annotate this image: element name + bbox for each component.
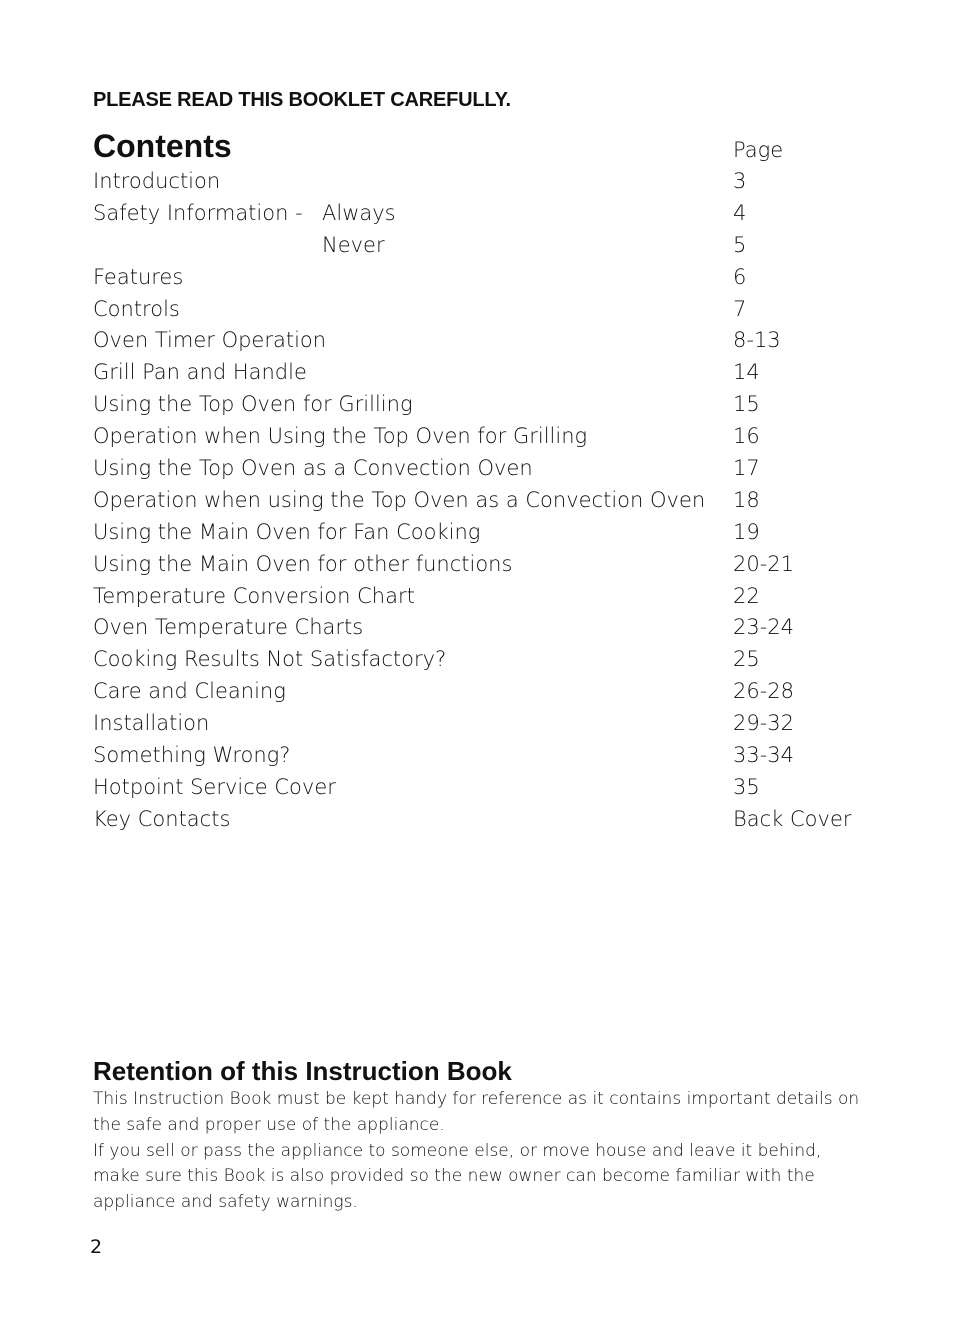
toc-entry bbox=[93, 804, 873, 836]
toc-entry-page: 18 bbox=[733, 487, 760, 512]
toc-entry bbox=[93, 485, 873, 517]
toc-entry bbox=[93, 517, 873, 549]
toc-entry-page: 19 bbox=[733, 519, 760, 544]
toc-entry-label: Introduction bbox=[93, 169, 221, 193]
retention-body bbox=[93, 1087, 873, 1216]
toc-entry bbox=[93, 740, 873, 772]
read-carefully-notice: PLEASE READ THIS BOOKLET CAREFULLY. bbox=[93, 89, 511, 111]
toc-entry-label: Hotpoint Service Cover bbox=[93, 774, 336, 799]
toc-entry-label: Operation when using the Top Oven as a Convection Oven bbox=[93, 487, 706, 512]
toc-entry-label: Safety Information - bbox=[93, 200, 303, 225]
retention-title: Retention of this Instruction Book bbox=[93, 1056, 512, 1086]
toc-entry-page: 4 bbox=[733, 200, 747, 225]
toc-entry-page: 6 bbox=[733, 264, 747, 289]
toc-entry bbox=[93, 612, 873, 644]
toc-entry-page: 26-28 bbox=[733, 679, 795, 704]
table-of-contents bbox=[93, 166, 873, 836]
page-number: 2 bbox=[90, 1236, 103, 1258]
toc-entry bbox=[93, 772, 873, 804]
toc-entry-label: Using the Main Oven for other functions bbox=[93, 551, 513, 576]
toc-entry bbox=[93, 166, 873, 198]
toc-entry-label: Cooking Results Not Satisfactory? bbox=[93, 647, 447, 672]
toc-entry bbox=[93, 676, 873, 708]
toc-entry-label: Operation when Using the Top Oven for Grilling bbox=[93, 424, 588, 449]
toc-entry-page: 16 bbox=[733, 424, 760, 449]
toc-entry-page: 17 bbox=[733, 456, 760, 481]
toc-entry-label: Temperature Conversion Chart bbox=[93, 583, 415, 608]
toc-entry-label: Oven Temperature Charts bbox=[93, 615, 364, 640]
toc-entry-label: Installation bbox=[93, 711, 210, 736]
toc-entry-page: 23-24 bbox=[733, 615, 795, 640]
contents-title: Contents bbox=[93, 128, 232, 164]
toc-entry-page: 33-34 bbox=[733, 743, 795, 768]
toc-entry-label: Using the Top Oven for Grilling bbox=[93, 392, 413, 417]
toc-entry-page: 29-32 bbox=[733, 711, 795, 736]
retention-paragraph: This Instruction Book must be kept handy for reference as it contains important details on the safe and proper use of the appliance. bbox=[93, 1089, 860, 1135]
toc-entry-page: 5 bbox=[733, 232, 747, 257]
toc-entry bbox=[93, 708, 873, 740]
toc-entry bbox=[93, 421, 873, 453]
toc-entry-page: 3 bbox=[733, 169, 747, 193]
toc-entry-page: 15 bbox=[733, 392, 760, 417]
toc-entry-page: 22 bbox=[733, 583, 760, 608]
toc-entry-label: Grill Pan and Handle bbox=[93, 360, 307, 385]
toc-entry-label: Using the Main Oven for Fan Cooking bbox=[93, 519, 481, 544]
toc-entry bbox=[93, 581, 873, 613]
toc-entry bbox=[93, 198, 873, 230]
toc-entry-sublabel: Always bbox=[322, 200, 396, 225]
toc-entry-label: Oven Timer Operation bbox=[93, 328, 327, 353]
toc-entry-label: Features bbox=[93, 264, 184, 289]
toc-entry bbox=[93, 230, 873, 262]
toc-entry bbox=[93, 325, 873, 357]
toc-entry bbox=[93, 294, 873, 326]
toc-entry-page: 8-13 bbox=[733, 328, 781, 353]
toc-entry-page: 35 bbox=[733, 774, 760, 799]
toc-entry-label: Something Wrong? bbox=[93, 743, 291, 768]
toc-entry bbox=[93, 357, 873, 389]
toc-entry-label: Key Contacts bbox=[93, 806, 231, 831]
toc-entry bbox=[93, 262, 873, 294]
page-column-header: Page bbox=[733, 138, 784, 162]
toc-entry-page: 25 bbox=[733, 647, 760, 672]
toc-entry bbox=[93, 453, 873, 485]
toc-entry bbox=[93, 644, 873, 676]
toc-entry bbox=[93, 389, 873, 421]
toc-entry-label: Controls bbox=[93, 296, 180, 321]
toc-entry bbox=[93, 549, 873, 581]
retention-paragraph: If you sell or pass the appliance to someone else, or move house and leave it behind, make sure this Book is also provided so the new owner can become familiar with the appliance and safety warnings. bbox=[93, 1140, 822, 1213]
toc-entry-page: 7 bbox=[733, 296, 747, 321]
toc-entry-label: Using the Top Oven as a Convection Oven bbox=[93, 456, 533, 481]
toc-entry-sublabel: Never bbox=[322, 232, 385, 257]
toc-entry-page: Back Cover bbox=[733, 806, 852, 831]
toc-entry-page: 20-21 bbox=[733, 551, 795, 576]
toc-entry-label: Care and Cleaning bbox=[93, 679, 286, 704]
toc-entry-page: 14 bbox=[733, 360, 760, 385]
